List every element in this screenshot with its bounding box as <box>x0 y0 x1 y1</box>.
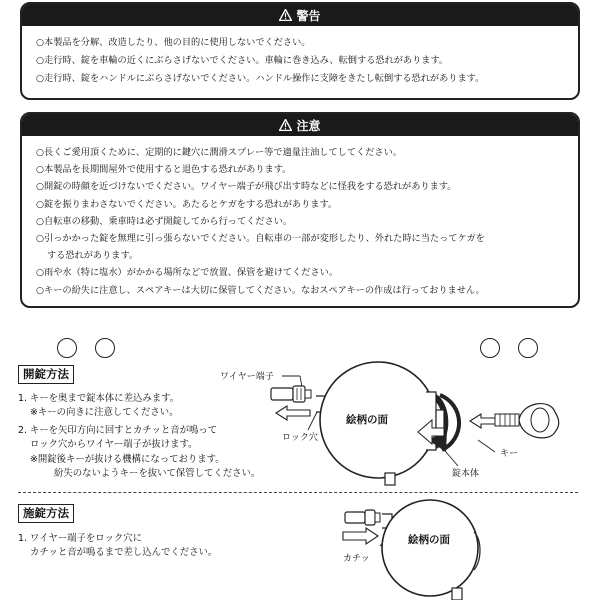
click-label: カチッ <box>343 554 370 564</box>
caution-item: ○雨や水（特に塩水）がかかる場所などで放置、保管を避けてください。 <box>36 267 339 279</box>
caution-item: ○長くご愛用頂くために、定期的に鍵穴に潤滑スプレー等で適量注油してしてください。 <box>36 147 402 158</box>
caution-item: ○本製品を長期間屋外で使用すると退色する恐れがあります。 <box>36 164 292 176</box>
caution-item: ○引っかかった錠を無理に引っ張らないでください。自転車の一部が変形したり、外れた時に当たってケガを <box>36 233 485 245</box>
unlock-step-2: 2. キーを矢印方向に回すとカチッと音が鳴って <box>18 425 218 436</box>
unlock-note-2: ※開錠後キーが抜ける機構になっております。 <box>30 454 225 465</box>
lock-body-label: 錠本体 <box>452 469 480 479</box>
unlock-step-1: 1. キーを奥まで錠本体に差込みます。 <box>18 393 180 404</box>
caution-item-continued: する恐れがあります。 <box>47 250 139 262</box>
lock-step-1: 1. ワイヤー端子をロック穴に <box>18 533 142 544</box>
warning-item: ○本製品を分解、改造したり、他の目的に使用しないでください。 <box>36 37 311 48</box>
key-label: キー <box>500 449 519 459</box>
wire-terminal-label: ワイヤー端子 <box>220 372 274 382</box>
lock-title: 施錠方法 <box>18 504 74 523</box>
dial-face-label: 絵柄の面 <box>346 414 388 426</box>
unlock-title: 開錠方法 <box>18 365 74 384</box>
warning-title: 警告 <box>296 8 321 23</box>
caution-item: ○自転車の移動、乗車時は必ず開錠してから行ってください。 <box>36 215 293 227</box>
caution-item: ○開錠の時顔を近づけないでください。ワイヤー端子が飛び出す時などに怪我をする恐れがあります。 <box>36 181 457 193</box>
lock-hole-label: ロック穴 <box>282 433 318 443</box>
lock-wire-terminal-icon <box>345 510 380 525</box>
lock-dial-face-label: 絵柄の面 <box>408 534 450 546</box>
caution-item: ○錠を振りまわさないでください。あたるとケガをする恐れがあります。 <box>36 198 338 210</box>
caution-item: ○キーの紛失に注意し、スペアキーは大切に保管してください。なおスペアキーの作成は行っておりません。 <box>36 284 485 296</box>
lock-step-1-cont: カチッと音が鳴るまで差し込んでください。 <box>30 547 218 558</box>
warning-item: ○走行時、錠をハンドルにぶらさげないでください。ハンドル操作に支障をきたし転倒する恐れがあります。 <box>36 73 485 84</box>
warning-item: ○走行時、錠を車輪の近くにぶらさげないでください。車輪に巻き込み、転倒する恐れがあります。 <box>36 55 449 66</box>
unlock-note-1: ※キーの向きに注意してください。 <box>30 407 179 418</box>
unlock-step-2-cont: ロック穴からワイヤー端子が抜けます。 <box>30 439 198 450</box>
unlock-note-2-cont: 紛失のないようキーを抜いて保管してください。 <box>54 468 261 479</box>
caution-title: 注意 <box>296 118 321 133</box>
lock-insert-arrow-icon <box>343 528 378 544</box>
